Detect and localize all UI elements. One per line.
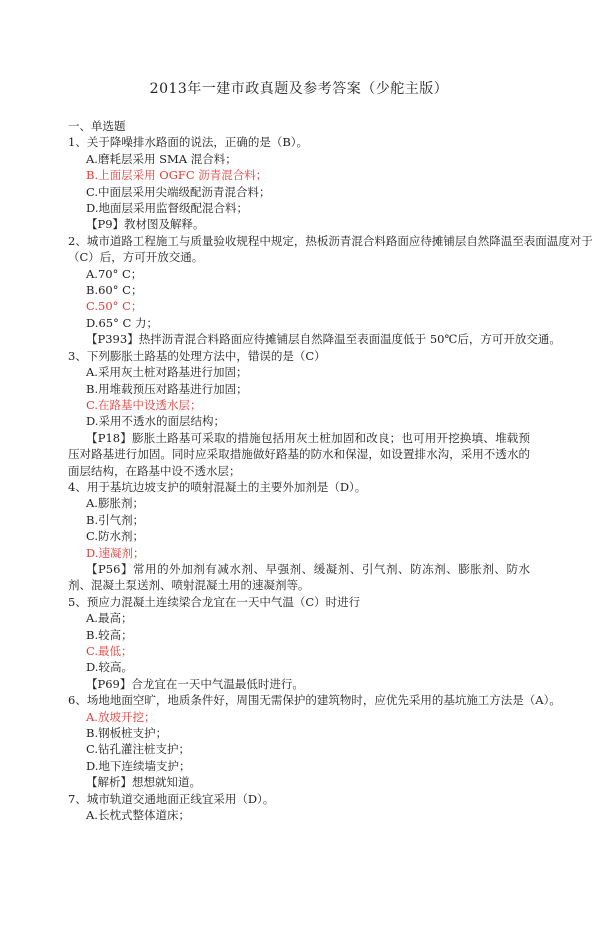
question-7-stem: 7、城市轨道交通地面正线宜采用（D）。 bbox=[68, 791, 275, 806]
question-5-option-c-answer: C.最低； bbox=[86, 644, 133, 658]
question-6-option-a-answer: A.放坡开挖； bbox=[86, 709, 156, 724]
question-1-option-a: A.磨耗层采用 SMA 混合料； bbox=[86, 151, 237, 166]
question-1-option-d: D.地面层采用监督级配混合料； bbox=[86, 201, 248, 216]
document-page bbox=[0, 78, 600, 928]
question-6-option-d: D.地下连续墙支护； bbox=[86, 758, 191, 773]
question-4-option-b: B.引气剂； bbox=[86, 512, 145, 527]
document-title: 2013年一建市政真题及参考答案（少舵主版） bbox=[149, 81, 449, 97]
question-4-option-d-answer: D.速凝剂； bbox=[86, 545, 145, 560]
question-5-option-b: B.较高； bbox=[86, 627, 133, 642]
question-3-stem: 3、下列膨胀土路基的处理方法中，错误的是（C） bbox=[68, 348, 326, 363]
question-2-option-d: D.65° C 力； bbox=[86, 315, 158, 330]
question-5-option-d: D.较高。 bbox=[86, 660, 133, 675]
question-1-option-b-answer: B.上面层采用 OGFC 沥青混合料； bbox=[86, 168, 268, 183]
question-4-option-a: A.膨胀剂； bbox=[86, 496, 144, 511]
question-2-stem-line-1: 2、城市道路工程施工与质量验收规程中规定，热板沥青混合料路面应待摊铺层自然降温至表面温度对于 bbox=[68, 233, 593, 248]
question-2-option-c-answer: C.50° C； bbox=[86, 299, 143, 314]
question-3-option-a: A.采用灰土桩对路基进行加固； bbox=[86, 365, 248, 380]
question-7-option-a: A.长枕式整体道床； bbox=[86, 808, 190, 823]
question-6-stem: 6、场地地面空旷，地质条件好，周围无需保护的建筑物时，应优先采用的基坑施工方法是（A）。 bbox=[68, 693, 561, 708]
section-heading: 一、单选题 bbox=[68, 119, 126, 133]
question-1-explanation: 【P9】教材图及解释。 bbox=[86, 217, 205, 232]
question-5-explanation: 【P69】合龙宜在一天中气温最低时进行。 bbox=[86, 676, 304, 691]
question-4-stem: 4、用于基坑边坡支护的喷射混凝土的主要外加剂是（D）。 bbox=[68, 479, 367, 494]
question-4-explanation: 【P56】常用的外加剂有减水剂、早强剂、缓凝剂、引气剂、防冻剂、膨胀剂、防水剂、混凝土泵送剂、喷射混凝土用的速凝剂等。 bbox=[68, 561, 530, 593]
question-6-option-c: C.钻孔灌注桩支护； bbox=[86, 742, 191, 757]
question-3-option-c-answer: C.在路基中设透水层； bbox=[86, 397, 202, 412]
question-6-option-b: B.钢板桩支护； bbox=[86, 726, 168, 741]
question-3-option-b: B.用堆载预压对路基进行加固； bbox=[86, 381, 248, 396]
question-1-stem: 1、关于降噪排水路面的说法，正确的是（B）。 bbox=[68, 135, 309, 150]
question-4-option-c: C.防水剂； bbox=[86, 529, 145, 544]
question-1-option-c: C.中面层采用尖端级配沥青混合料； bbox=[86, 184, 271, 199]
question-3-explanation: 【P18】膨胀土路基可采取的措施包括用灰土桩加固和改良；也可用开挖换填、堆载预压对路基进行加固。同时应采取措施做好路基的防水和保湿，如设置排水沟，采用不透水的面层结构，在路基中设不透水层； bbox=[68, 430, 530, 478]
question-2-explanation: 【P393】热拌沥青混合料路面应待摊铺层自然降温至表面温度低于 50℃后，方可开放交通。 bbox=[86, 332, 561, 347]
question-2-option-b: B.60° C； bbox=[86, 283, 143, 298]
question-2-stem-line-2: （C）后，方可开放交通。 bbox=[68, 250, 204, 265]
question-3-option-d: D.采用不透水的面层结构； bbox=[86, 414, 225, 429]
single-choice-section bbox=[68, 118, 593, 823]
question-5-option-a: A.最高； bbox=[86, 611, 133, 626]
question-6-explanation: 【解析】想想就知道。 bbox=[86, 775, 201, 790]
question-2-option-a: A.70° C； bbox=[86, 266, 143, 281]
question-5-stem: 5、预应力混凝土连续梁合龙宜在一天中气温（C）时进行 bbox=[68, 594, 361, 609]
